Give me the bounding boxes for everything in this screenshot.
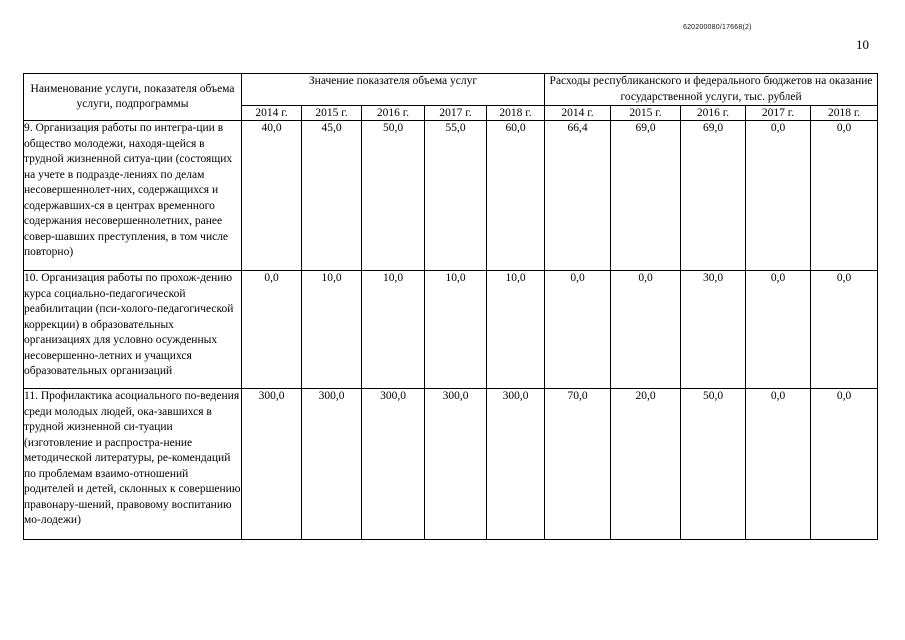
year-header: 2017 г. [425, 106, 487, 121]
cell-value: 300,0 [302, 389, 362, 540]
cell-value: 45,0 [302, 121, 362, 271]
cell-value: 300,0 [487, 389, 545, 540]
cell-value: 55,0 [425, 121, 487, 271]
cell-value: 0,0 [242, 271, 302, 389]
year-header: 2016 г. [362, 106, 425, 121]
table-row [24, 271, 878, 389]
cell-value: 10,0 [425, 271, 487, 389]
cell-value: 0,0 [611, 271, 681, 389]
service-name: 11. Профилактика асоциального по-ведения среди молодых людей, ока-завшихся в трудной жизненной си-туации (изготовление и распростра-нение методической литературы, ре-комендаций по проблемам взаимо-отношений родителей и детей, склонных к совершению правонару-шений, правовому воспитанию мо-лодежи) [24, 389, 242, 540]
cell-value: 0,0 [811, 271, 878, 389]
cell-value: 50,0 [362, 121, 425, 271]
cell-value: 10,0 [362, 271, 425, 389]
service-name: 10. Организация работы по прохож-дению курса социально-педагогической реабилитации (пси-холого-педагогической коррекции) в образовательных организациях для условно осужденных несовершенно-летних и учащихся образовательных организаций [24, 271, 242, 389]
services-table [23, 73, 878, 540]
cell-value: 69,0 [681, 121, 746, 271]
cell-value: 0,0 [811, 121, 878, 271]
cell-value: 10,0 [487, 271, 545, 389]
cell-value: 0,0 [746, 271, 811, 389]
service-name: 9. Организация работы по интегра-ции в общество молодежи, находя-щейся в трудной жизненной ситуа-ции (состоящих на учете в подразде-лениях по делам несовершеннолет-них, содержащихся и содержавших-ся в центрах временного содержания несовершеннолетних, ранее совер-шавших преступления, в том числе повторно) [24, 121, 242, 271]
cell-value: 40,0 [242, 121, 302, 271]
cell-value: 50,0 [681, 389, 746, 540]
budget-expenses-header: Расходы республиканского и федерального бюджетов на оказание государственной услуги, тыс. рублей [545, 74, 878, 106]
cell-value: 30,0 [681, 271, 746, 389]
cell-value: 300,0 [242, 389, 302, 540]
volume-indicator-header: Значение показателя объема услуг [242, 74, 545, 106]
cell-value: 300,0 [362, 389, 425, 540]
cell-value: 60,0 [487, 121, 545, 271]
year-header: 2014 г. [545, 106, 611, 121]
service-name-header: Наименование услуги, показателя объема услуги, подпрограммы [24, 74, 242, 121]
cell-value: 20,0 [611, 389, 681, 540]
cell-value: 70,0 [545, 389, 611, 540]
table-row [24, 121, 878, 271]
table-row [24, 389, 878, 540]
year-header: 2016 г. [681, 106, 746, 121]
year-header: 2018 г. [487, 106, 545, 121]
year-header: 2017 г. [746, 106, 811, 121]
year-header: 2018 г. [811, 106, 878, 121]
cell-value: 69,0 [611, 121, 681, 271]
cell-value: 300,0 [425, 389, 487, 540]
cell-value: 0,0 [545, 271, 611, 389]
year-header: 2015 г. [611, 106, 681, 121]
year-header: 2014 г. [242, 106, 302, 121]
page-number: 10 [856, 37, 869, 52]
cell-value: 10,0 [302, 271, 362, 389]
cell-value: 0,0 [746, 389, 811, 540]
cell-value: 66,4 [545, 121, 611, 271]
cell-value: 0,0 [746, 121, 811, 271]
cell-value: 0,0 [811, 389, 878, 540]
year-header: 2015 г. [302, 106, 362, 121]
document-id: 620200080/17668(2) [683, 24, 752, 31]
